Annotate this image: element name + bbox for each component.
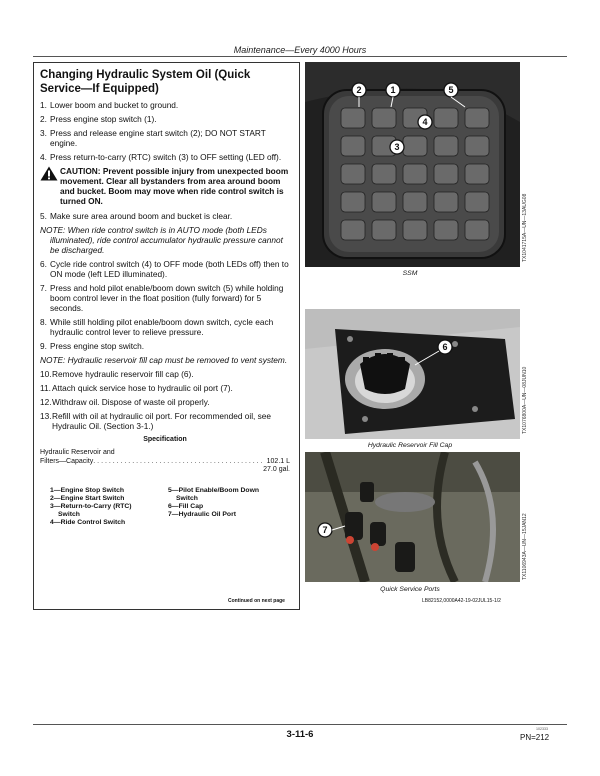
footer-small-code: 102333 [536, 727, 548, 731]
keypad-button [372, 108, 396, 128]
header-rule [33, 56, 567, 57]
step-10: 10. Remove hydraulic reservoir fill cap (6). [40, 369, 194, 379]
keypad-button [403, 136, 427, 156]
svg-text:7: 7 [322, 525, 328, 535]
legend-right: 5—Pilot Enable/Boom Down Switch 6—Fill Cap 7—Hydraulic Oil Port [168, 486, 260, 518]
step-4: 4. Press return-to-carry (RTC) switch (3) to OFF setting (LED off). [40, 152, 282, 162]
keypad-button [434, 220, 458, 240]
continued-note: Continued on next page [228, 598, 285, 604]
keypad-button [403, 220, 427, 240]
spec-label-line2: Filters—Capacity [40, 457, 94, 465]
section-title: Changing Hydraulic System Oil (Quick Service—If Equipped) [40, 69, 251, 95]
keypad-button [372, 192, 396, 212]
fill-cap-figure-id: TX1076800A—UN—08JUN10 [522, 366, 528, 434]
spec-value: 102.1 L [266, 457, 290, 465]
spec-label-line1: Hydraulic Reservoir and [40, 449, 115, 456]
step-7: 7. Press and hold pilot enable/boom down switch (5) while holding boom control lever in the float position (fully forward) for 5 seconds. [40, 283, 284, 313]
step-1: 1. Lower boom and bucket to ground. [40, 100, 179, 110]
caution-block [40, 166, 290, 206]
keypad-button [403, 192, 427, 212]
keypad-button [434, 164, 458, 184]
running-header: Maintenance—Every 4000 Hours [233, 45, 367, 55]
ports-caption: Quick Service Ports [380, 586, 440, 593]
keypad-button [434, 108, 458, 128]
ssm-figure-id: TX1041715A—UN—13AUG08 [522, 193, 528, 262]
step-6: 6. Cycle ride control switch (4) to OFF mode (both LEDs off) then to ON mode (left LED illuminated). [40, 259, 289, 279]
note-fill-cap: NOTE: Hydraulic reservoir fill cap must be removed to vent system. [40, 355, 288, 365]
keypad-button [341, 164, 365, 184]
keypad-button [372, 164, 396, 184]
keypad-button [372, 220, 396, 240]
spec-table [40, 449, 290, 475]
fill-cap-caption: Hydraulic Reservoir Fill Cap [367, 442, 453, 449]
ports-figure-id: TX1106943A—UN—15JAN12 [522, 513, 528, 580]
ssm-keypad-photo [305, 62, 520, 267]
svg-text:3: 3 [394, 142, 400, 152]
step-11: 11. Attach quick service hose to hydraulic oil port (7). [40, 383, 233, 393]
keypad-button [341, 108, 365, 128]
footer-rule [33, 724, 567, 725]
spec-heading: Specification [143, 436, 187, 443]
keypad-button [403, 164, 427, 184]
svg-text:4: 4 [422, 117, 428, 127]
spec-value-alt: 27.0 gal. [263, 466, 290, 473]
svg-text:2: 2 [356, 85, 362, 95]
ssm-caption: SSM [402, 270, 418, 277]
page-number: 3-11-6 [286, 729, 314, 740]
reference-code: LB82152,0000A42-19-02JUL15-1/2 [422, 598, 501, 604]
keypad-button [434, 192, 458, 212]
figure-legend [40, 487, 290, 527]
step-3: 3. Press and release engine start switch (2); DO NOT START engine. [40, 128, 266, 148]
note-ride-control: NOTE: When ride control switch is in AUTO mode (both LEDs illuminated), ride control accumulator hydraulic pressure cannot be discharged. [40, 225, 283, 255]
keypad-button [465, 164, 489, 184]
quick-service-ports-photo [305, 452, 520, 582]
step-8: 8. While still holding pilot enable/boom down switch, cycle each hydraulic control lever to relieve pressure. [40, 317, 274, 337]
keypad-button [341, 220, 365, 240]
step-12: 12. Withdraw oil. Dispose of waste oil properly. [40, 397, 210, 407]
keypad-button [465, 220, 489, 240]
keypad-button [465, 136, 489, 156]
step-2: 2. Press engine stop switch (1). [40, 114, 157, 124]
keypad-button [341, 192, 365, 212]
step-13: 13. Refill with oil at hydraulic oil port. For recommended oil, see Hydraulic Oil. (Section 3-1.) [40, 411, 272, 431]
svg-text:5: 5 [448, 85, 454, 95]
procedure-column [40, 69, 290, 527]
pn-number: PN=212 [520, 733, 550, 742]
svg-text:6: 6 [442, 342, 448, 352]
caution-text: CAUTION: Prevent possible injury from unexpected boom movement. Clear all bystanders from area around boom and bucket. Boom may move when ride control switch is turned ON. [60, 166, 289, 206]
keypad-button [465, 108, 489, 128]
warning-triangle-icon [40, 166, 58, 206]
fill-cap-photo [305, 309, 520, 439]
step-5: 5. Make sure area around boom and bucket is clear. [40, 211, 233, 221]
legend-left: 1—Engine Stop Switch 2—Engine Start Switch 3—Return-to-Carry (RTC) Switch 4—Ride Control Switch [50, 486, 132, 526]
spec-leader-dots: . . . . . . . . . . . . . . . . . . . . . . . . . . . . . . . . . . . . . . . . . . . . [93, 457, 263, 465]
keypad-button [434, 136, 458, 156]
keypad-button [341, 136, 365, 156]
step-9: 9. Press engine stop switch. [40, 341, 145, 351]
keypad-button [465, 192, 489, 212]
svg-text:1: 1 [390, 85, 396, 95]
